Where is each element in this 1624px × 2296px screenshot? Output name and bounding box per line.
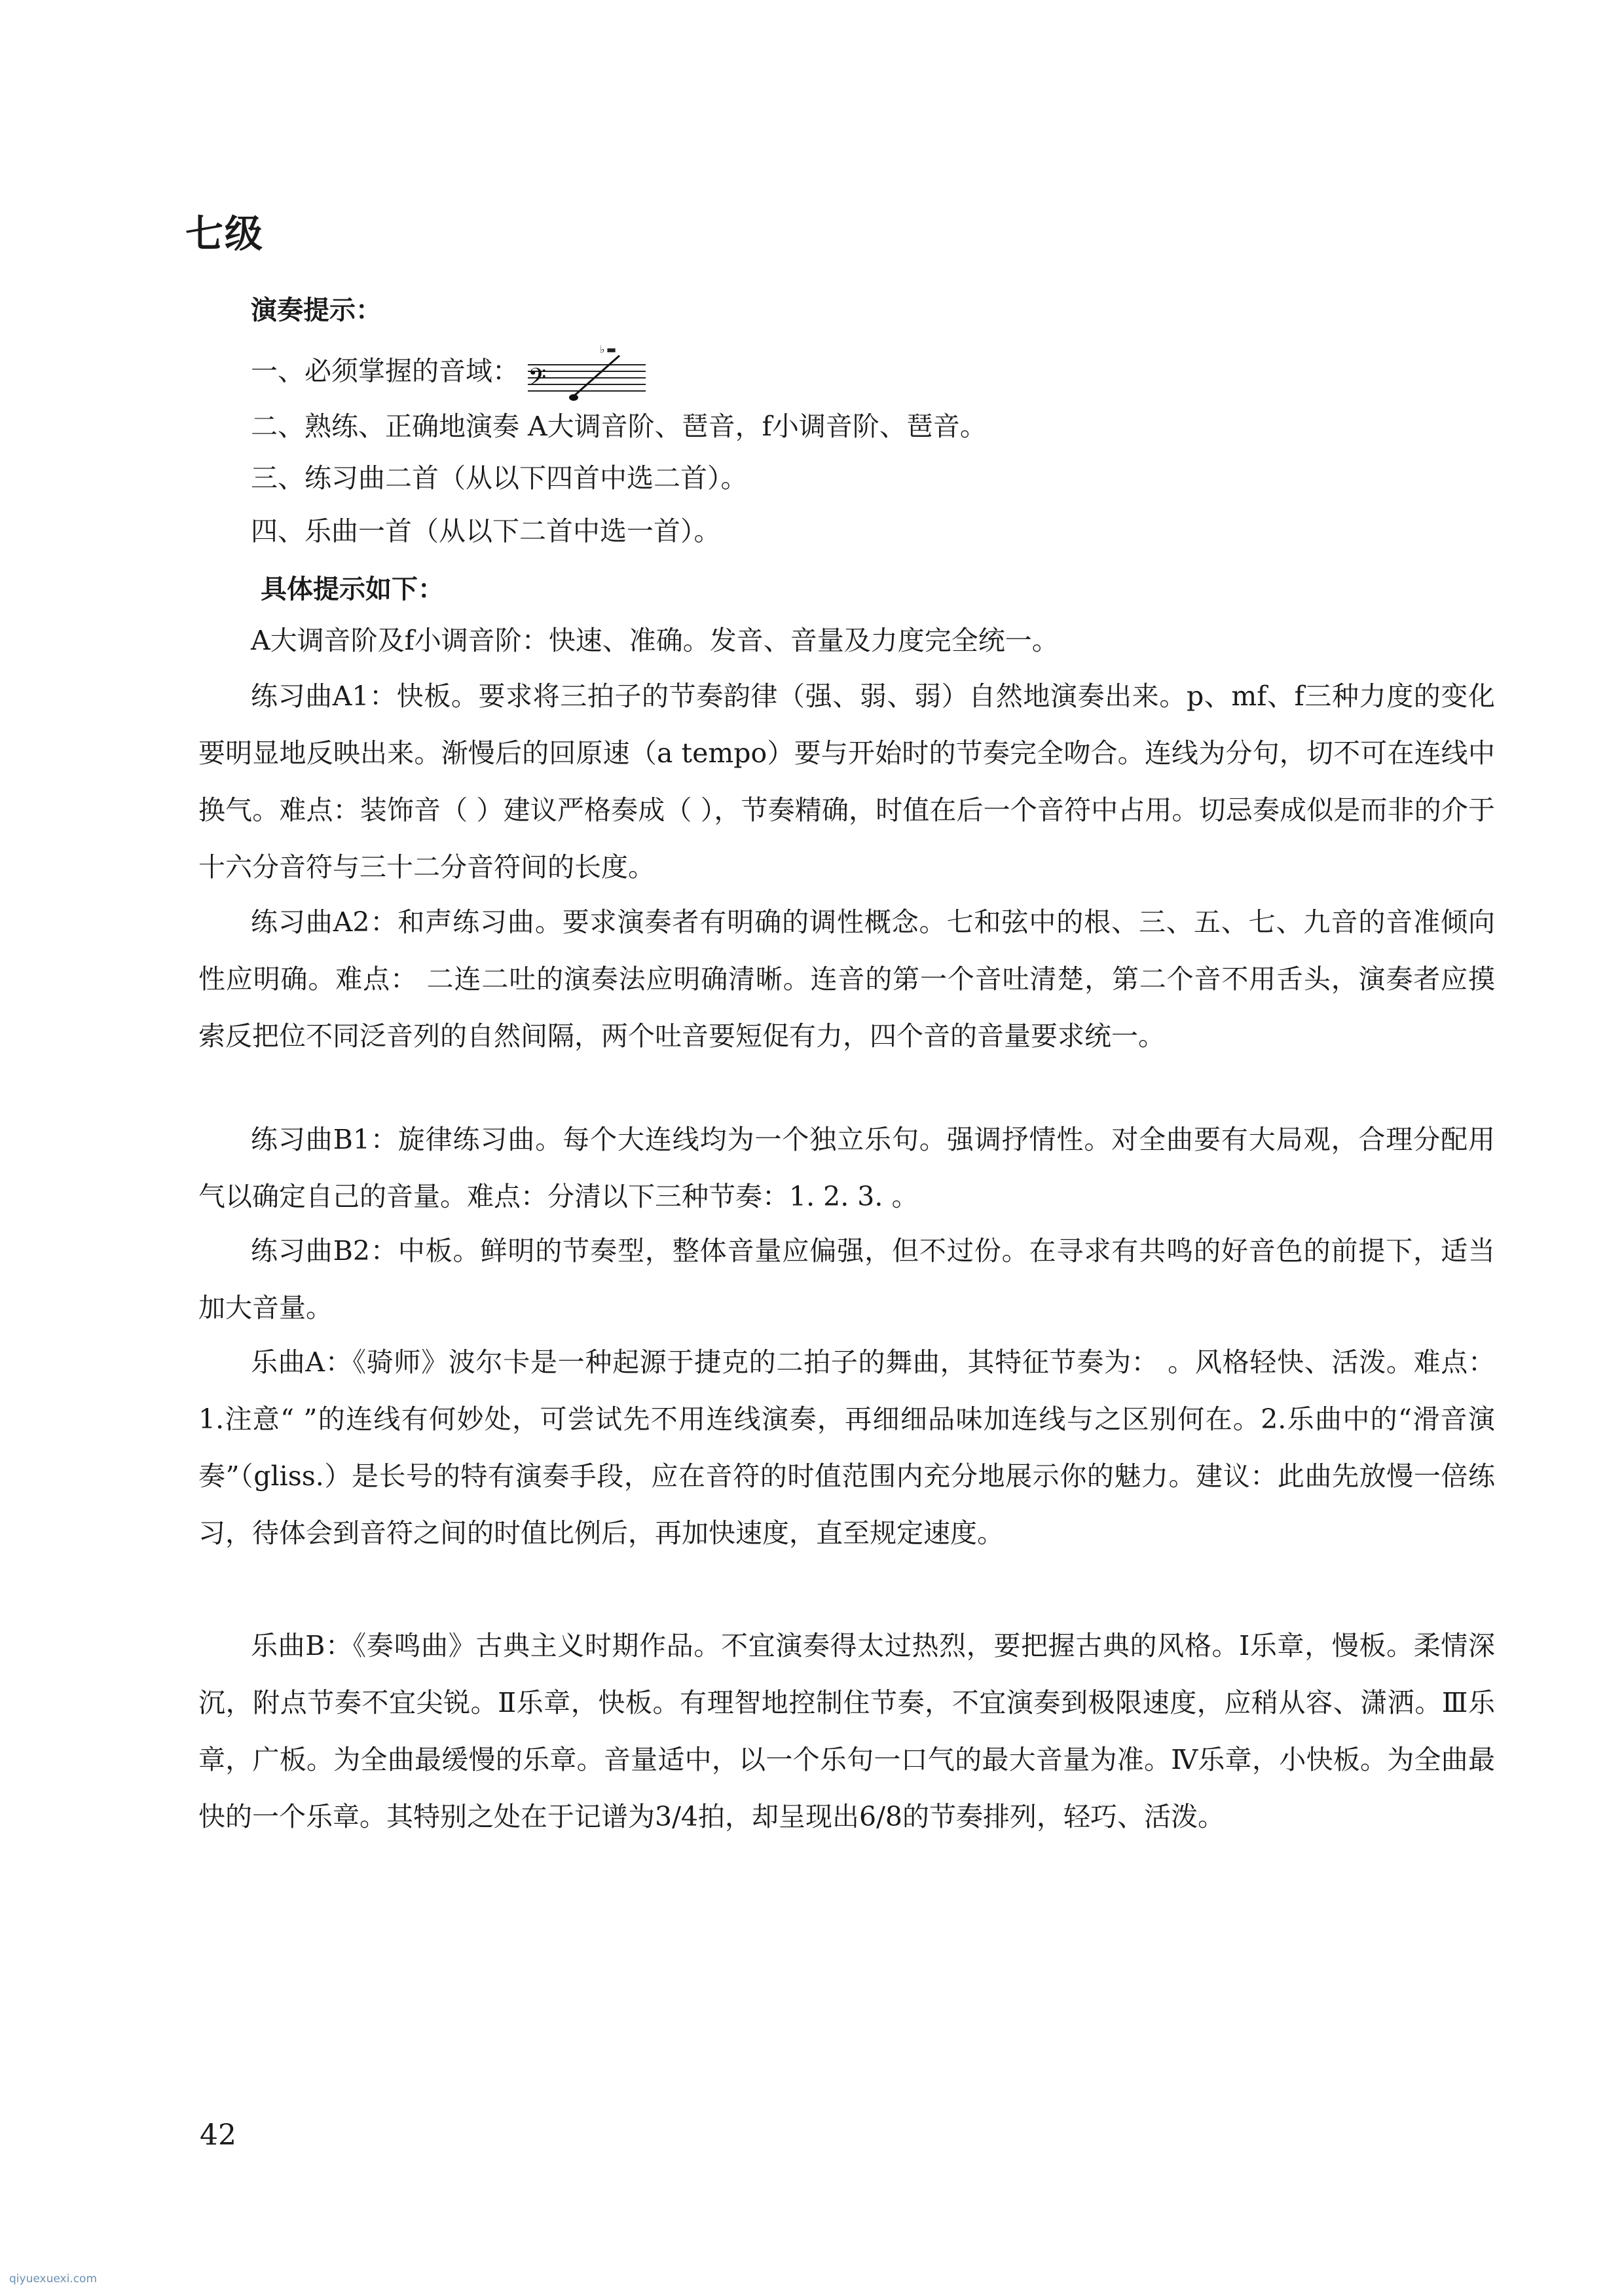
bass-clef-range-icon <box>528 344 646 403</box>
etude-b1-text: 练习曲B1：旋律练习曲。每个大连线均为一个独立乐句。强调抒情性。对全曲要有大局观，合理分配用气以确定自己的音量。难点：分清以下三种节奏：1. 2. 3. 。 <box>198 1124 1495 1212</box>
tip-item-2: 二、熟练、正确地演奏 A大调音阶、琶音，f小调音阶、琶音。 <box>251 411 987 442</box>
piece-a-text: 乐曲A：《骑师》波尔卡是一种起源于捷克的二拍子的舞曲，其特征节奏为： 。风格轻快、活泼。难点：1.注意“ ”的连线有何妙处，可尝试先不用连线演奏，再细细品味加连线与之区别何在。2.乐曲中的“滑音演奏”（gliss.）是长号的特有演奏手段，应在音符的时值范围内充分地展示你的魅力。建议：此曲先放慢一倍练习，待体会到音符之间的时值比例后，再加快速度，直至规定速度。 <box>198 1346 1495 1549</box>
tip-item-1 <box>251 344 646 403</box>
piece-b-text: 乐曲B：《奏鸣曲》古典主义时期作品。不宜演奏得太过热烈，要把握古典的风格。Ⅰ乐章，慢板。柔情深沉，附点节奏不宜尖锐。Ⅱ乐章，快板。有理智地控制住节奏，不宜演奏到极限速度，应稍从容、潇洒。Ⅲ乐章，广板。为全曲最缓慢的乐章。音量适中，以一个乐句一口气的最大音量为准。Ⅳ乐章，小快板。为全曲最快的一个乐章。其特别之处在于记谱为3/4拍，却呈现出6/8的节奏排列，轻巧、活泼。 <box>198 1630 1495 1832</box>
etude-b2-paragraph <box>198 1223 1495 1337</box>
page-title: 七级 <box>185 212 265 256</box>
etude-b1-paragraph <box>198 1111 1495 1225</box>
watermark: qiyuexuexi.com <box>9 2272 97 2286</box>
tips-heading: 演奏提示： <box>251 295 382 325</box>
etude-a2-paragraph <box>198 894 1495 1065</box>
svg-text:♭: ♭ <box>600 344 605 356</box>
etude-a2-text: 练习曲A2：和声练习曲。要求演奏者有明确的调性概念。七和弦中的根、三、五、七、九音的音准倾向性应明确。难点： 二连二吐的演奏法应明确清晰。连音的第一个音吐清楚，第二个音不用舌头，演奏者应摸索反把位不同泛音列的自然间隔，两个吐音要短促有力，四个音的音量要求统一。 <box>198 906 1495 1052</box>
tip-item-3: 三、练习曲二首（从以下四首中选二首）。 <box>251 462 748 494</box>
page-number: 42 <box>200 2119 236 2152</box>
details-heading: 具体提示如下： <box>261 574 444 604</box>
piece-a-paragraph <box>198 1334 1495 1562</box>
scales-paragraph <box>198 612 1495 669</box>
piece-b-paragraph <box>198 1618 1495 1845</box>
tip-item-4: 四、乐曲一首（从以下二首中选一首）。 <box>251 515 721 547</box>
svg-text:𝄢: 𝄢 <box>528 363 547 397</box>
svg-text:▬: ▬ <box>606 344 617 356</box>
etude-a1-paragraph <box>198 668 1495 896</box>
etude-a1-text: 练习曲A1：快板。要求将三拍子的节奏韵律（强、弱、弱）自然地演奏出来。p、mf、f三种力度的变化要明显地反映出来。渐慢后的回原速（a tempo）要与开始时的节奏完全吻合。连线为分句，切不可在连线中换气。难点：装饰音（ ）建议严格奏成（ ），节奏精确，时值在后一个音符中占用。切忌奏成似是而非的介于十六分音符与三十二分音符间的长度。 <box>198 680 1495 883</box>
tip-item-1-text: 一、必须掌握的音域： <box>251 355 519 387</box>
etude-b2-text: 练习曲B2：中板。鲜明的节奏型，整体音量应偏强，但不过份。在寻求有共鸣的好音色的前提下，适当加大音量。 <box>198 1235 1495 1324</box>
scales-text: A大调音阶及f小调音阶：快速、准确。发音、音量及力度完全统一。 <box>251 625 1059 656</box>
